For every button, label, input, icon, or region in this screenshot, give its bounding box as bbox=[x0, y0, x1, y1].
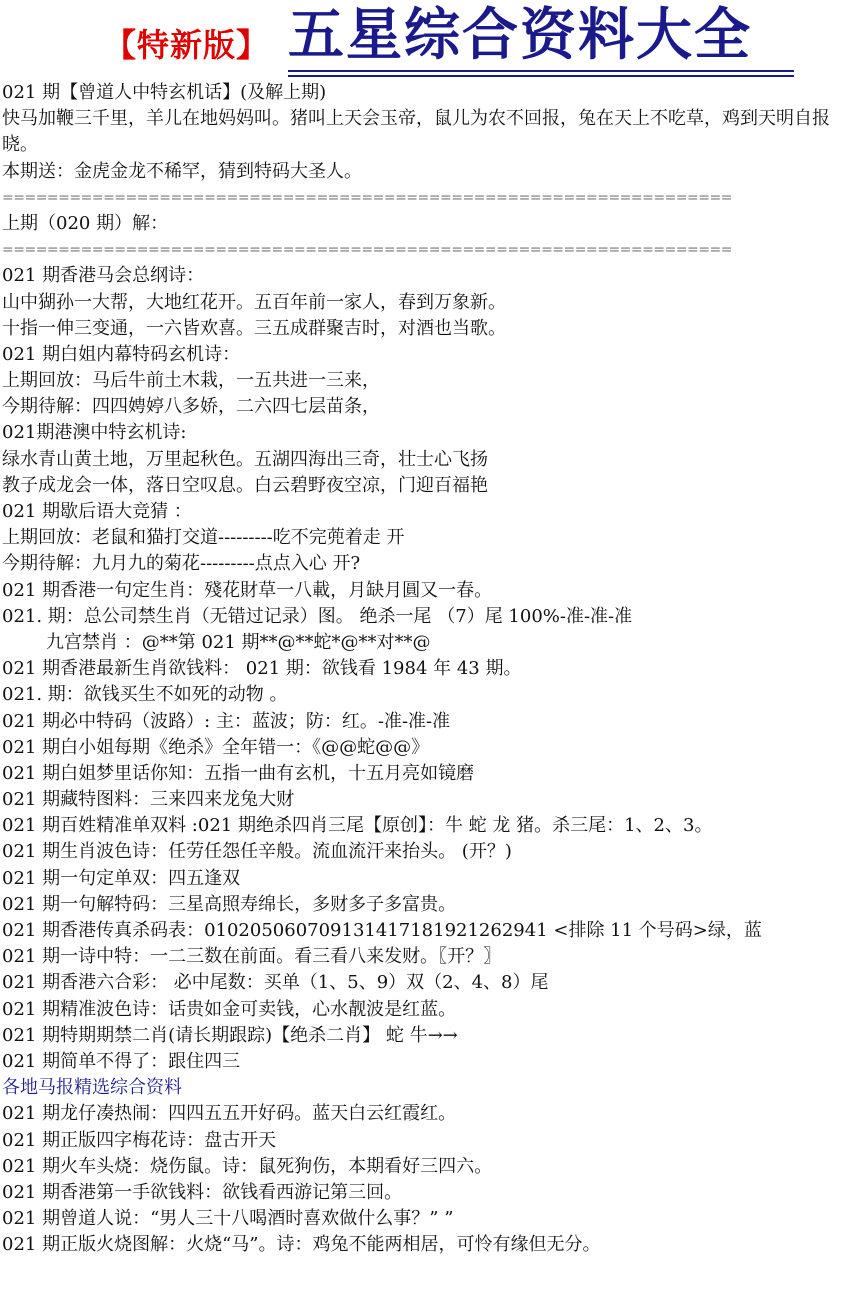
text-line: 021 期白小姐每期《绝杀》全年错一：《@@蛇@@》 bbox=[2, 736, 430, 758]
text-line: 021 期香港最新生肖欲钱料： 021 期：欲钱看 1984 年 43 期。 bbox=[2, 658, 522, 680]
page-header bbox=[0, 0, 860, 80]
text-line: 021 期一句解特码：三星高照寿绵长，多财多子多富贵。 bbox=[2, 893, 457, 915]
text-line: 今期待解：九月九的菊花---------点点入心 开? bbox=[2, 553, 361, 575]
text-line: 021 期必中特码（波路）: 主：蓝波；防：红。-准-准-准 bbox=[2, 710, 451, 732]
text-line: 021 期藏特图料：三来四来龙兔大财 bbox=[2, 789, 295, 811]
text-line: 本期送：金虎金龙不稀罕，猜到特码大圣人。 bbox=[2, 160, 362, 182]
page-title: 五星综合资料大全 bbox=[288, 2, 752, 68]
text-line: 十指一伸三变通，一六皆欢喜。三五成群聚吉时，对酒也当歌。 bbox=[2, 317, 506, 339]
text-line: 021. 期：欲钱买生不如死的动物 。 bbox=[2, 684, 288, 706]
text-line: 快马加鞭三千里，羊儿在地妈妈叫。猪叫上天会玉帝，鼠儿为农不回报，兔在天上不吃草，鸡到天明自报晓。 bbox=[2, 108, 830, 156]
text-line: 021 期龙仔凑热闹：四四五五开好码。蓝天白云红霞红。 bbox=[2, 1103, 457, 1125]
text-line: 今期待解：四四娉婷八多娇，二六四七层苗条， bbox=[2, 396, 380, 418]
text-line: 021 期香港传真杀码表：0102050607091314171819212629​41 <排除 11 个号码>绿，蓝 bbox=[2, 920, 762, 942]
text-line: 021 期白姐内幕特码玄机诗： bbox=[2, 343, 241, 365]
text-line: 021 期香港一句定生肖：殘花財草一八載，月缺月圓又一春。 bbox=[2, 579, 493, 601]
text-line: 021. 期：总公司禁生肖（无错过记录）图。 绝杀一尾 （7）尾 100%-准-准-准 bbox=[2, 605, 633, 627]
text-line: 021 期精准波色诗：话贵如金可卖钱，心水靓波是红蓝。 bbox=[2, 998, 457, 1020]
text-line: 021 期正版火烧图解：火烧“马”。诗：鸡兔不能两相居，可怜有缘但无分。 bbox=[2, 1234, 601, 1256]
text-line: 上期回放：老鼠和猫打交道---------吃不完蔸着走 开 bbox=[2, 527, 405, 549]
text-line: 教子成龙会一体，落日空叹息。白云碧野夜空凉，门迎百福艳 bbox=[2, 474, 488, 496]
text-line: 021 期香港第一手欲钱料：欲钱看西游记第三回。 bbox=[2, 1181, 403, 1203]
text-line: 021 期百姓精准单双料 :021 期绝杀四肖三尾【原创】：牛 蛇 龙 猪。杀三尾：1、2、3。 bbox=[2, 815, 713, 837]
text-line: 021 期香港六合彩： 必中尾数：买单（1、5、9）双（2、4、8）尾 bbox=[2, 972, 549, 994]
document-body bbox=[2, 80, 858, 1258]
separator-line: ================================================================= bbox=[2, 189, 732, 206]
section-heading: 各地马报精选综合资料 bbox=[2, 1077, 182, 1099]
text-line: 021 期【曾道人中特玄机话】(及解上期) bbox=[2, 82, 327, 103]
text-line: 021 期火车头烧：烧伤鼠。诗：鼠死狗伤，本期看好三四六。 bbox=[2, 1155, 493, 1177]
text-line: 上期（020 期）解： bbox=[2, 212, 169, 234]
text-line: 山中猢孙一大帮，大地红花开。五百年前一家人，春到万象新。 bbox=[2, 291, 506, 313]
edition-badge: 【特新版】 bbox=[104, 26, 270, 64]
text-line: 021 期正版四字梅花诗：盘古开天 bbox=[2, 1129, 277, 1151]
text-line: 021期港澳中特玄机诗: bbox=[2, 422, 187, 444]
text-line: 021 期香港马会总纲诗： bbox=[2, 265, 205, 287]
text-line: 021 期生肖波色诗：任劳任怨任辛般。流血流汗来抬头。 (开？) bbox=[2, 841, 512, 863]
text-line: 021 期白姐梦里话你知：五指一曲有玄机，十五月亮如镜磨 bbox=[2, 762, 475, 784]
text-line: 021 期一诗中特：一二三数在前面。看三看八来发财。〖开？〗 bbox=[2, 946, 502, 968]
text-line: 021 期一句定单双：四五逢双 bbox=[2, 867, 241, 889]
separator-line: ================================================================= bbox=[2, 242, 732, 259]
title-underline bbox=[288, 70, 794, 77]
text-line: 绿水青山黄土地，万里起秋色。五湖四海出三奇，壮士心飞扬 bbox=[2, 448, 488, 470]
text-line: 上期回放：马后牛前土木栽，一五共进一三来， bbox=[2, 370, 380, 392]
text-line: 021 期简单不得了：跟住四三 bbox=[2, 1050, 241, 1072]
text-line: 021 期特期期禁二肖(请长期跟踪)【绝杀二肖】 蛇 牛→→ bbox=[2, 1024, 458, 1046]
text-line: 九宫禁肖 ：@**第 021 期**@**蛇*@**对**@ bbox=[46, 631, 431, 653]
text-line: 021 期歇后语大竞猜 ： bbox=[2, 501, 192, 523]
text-line: 021 期曾道人说：“男人三十八喝酒时喜欢做什么事？” ” bbox=[2, 1208, 454, 1230]
